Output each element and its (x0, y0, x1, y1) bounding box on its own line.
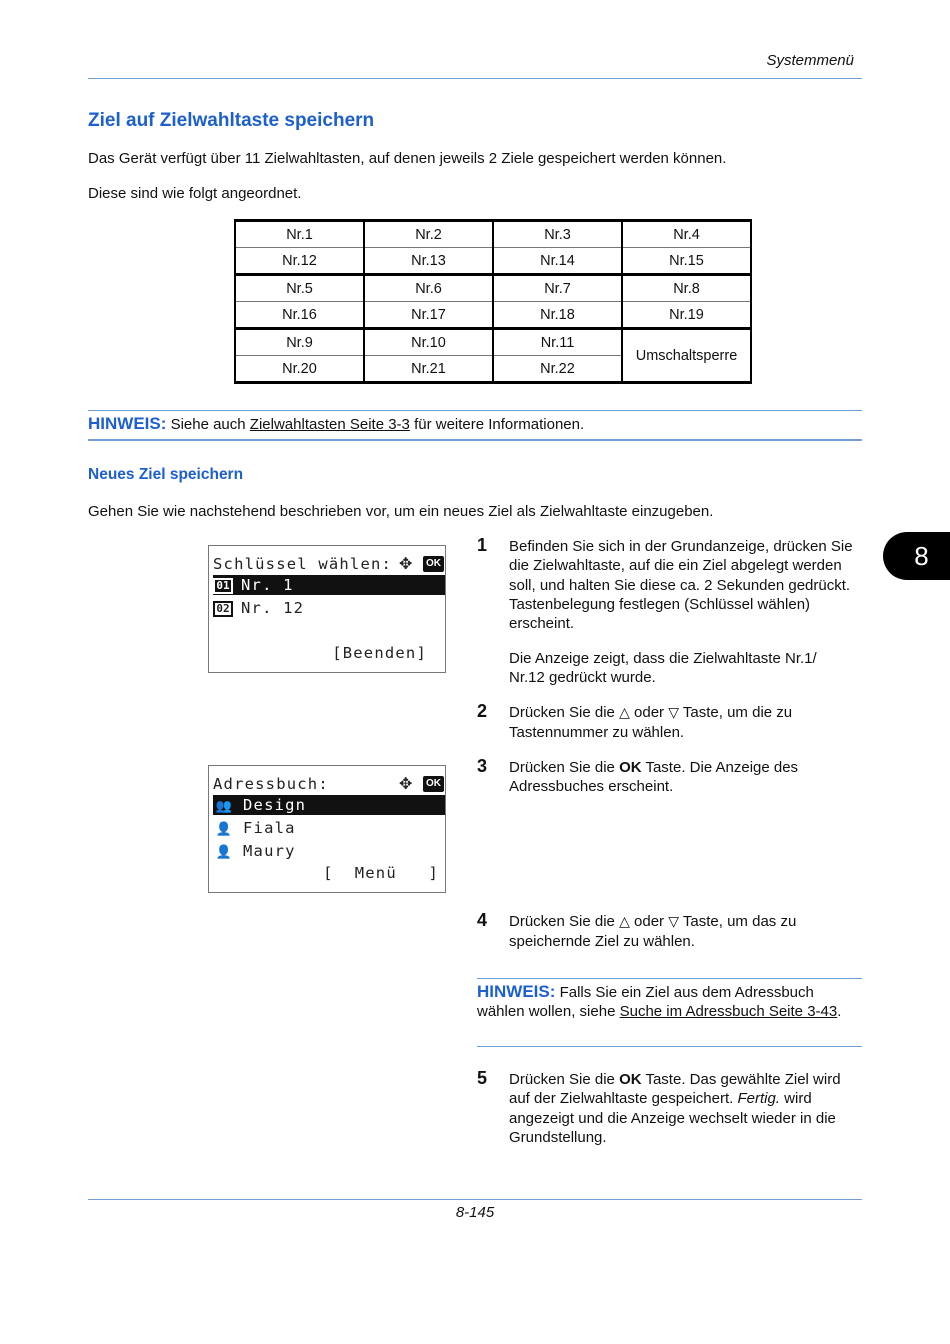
key-number-icon: 02 (213, 601, 233, 617)
table-cell: Nr.16 (235, 302, 364, 329)
step-number: 4 (477, 910, 488, 930)
note-2 (477, 982, 862, 1022)
table-cell: Nr.7 (493, 275, 622, 302)
table-cell: Nr.19 (622, 302, 751, 329)
list-item[interactable]: 👤 Maury (213, 841, 445, 861)
ok-key-label: OK (619, 759, 642, 776)
chapter-tab: 8 (883, 532, 950, 580)
note-text: Falls Sie ein Ziel aus dem Adressbuch wählen wollen, siehe (477, 984, 814, 1021)
table-cell: Nr.13 (364, 248, 493, 275)
lcd-screen-address-book (208, 765, 446, 893)
step-text: Drücken Sie die △ oder ▽ Taste, um das zu speichernde Ziel zu wählen. (509, 913, 797, 951)
step-number: 3 (477, 756, 488, 776)
ok-key-label: OK (619, 1071, 642, 1088)
note-rule-bottom (477, 1046, 862, 1047)
table-cell: Nr.10 (364, 329, 493, 356)
note-text: für weitere Informationen. (414, 416, 585, 433)
person-icon: 👤 (215, 822, 233, 837)
note-link[interactable]: Zielwahltasten Seite 3-3 (249, 416, 410, 433)
running-header: Systemmenü (766, 52, 854, 69)
group-icon: 👥 (215, 799, 233, 814)
step-number: 1 (477, 535, 488, 555)
table-cell: Nr.15 (622, 248, 751, 275)
note-link[interactable]: Suche im Adressbuch Seite 3-43 (619, 1003, 838, 1021)
table-cell: Nr.20 (235, 356, 364, 383)
table-cell: Nr.4 (622, 221, 751, 248)
header-rule (88, 78, 862, 79)
ok-key-icon: OK (423, 776, 444, 792)
four-way-arrow-icon: ✥ (399, 554, 414, 573)
down-triangle-icon: ▽ (668, 705, 679, 721)
table-row (235, 329, 751, 356)
table-cell: Nr.22 (493, 356, 622, 383)
table-cell: Nr.21 (364, 356, 493, 383)
step-text: Drücken Sie die OK Taste. Die Anzeige des Adressbuches erscheint. (509, 759, 799, 796)
table-row (235, 275, 751, 302)
table-cell: Nr.5 (235, 275, 364, 302)
four-way-arrow-icon: ✥ (399, 774, 414, 793)
table-row (235, 302, 751, 329)
step-text: Befinden Sie sich in der Grundanzeige, drücken Sie die Zielwahltaste, auf die ein Ziel abgelegt werden soll, und halten Sie diese ca. 2 Sekunden gedrückt. Tastenbelegung festlegen (Schlüssel wählen) erscheint. (509, 538, 853, 633)
step-number: 2 (477, 701, 488, 721)
table-row (235, 221, 751, 248)
table-cell: Nr.11 (493, 329, 622, 356)
note-text: Siehe auch (170, 416, 246, 433)
note-label: HINWEIS: (88, 414, 167, 433)
softkey-end[interactable]: [Beenden] (332, 644, 427, 662)
table-cell: Nr.3 (493, 221, 622, 248)
footer-rule (88, 1199, 862, 1200)
table-cell: Nr.17 (364, 302, 493, 329)
table-cell: Nr.18 (493, 302, 622, 329)
step-text-extra: Die Anzeige zeigt, dass die Zielwahltaste Nr.1/ Nr.12 gedrückt wurde. (509, 650, 817, 687)
list-item[interactable]: 01 Nr. 1 (213, 575, 445, 595)
table-row (235, 248, 751, 275)
screen-title: Schlüssel wählen: (213, 555, 393, 573)
screen-title: Adressbuch: (213, 775, 329, 793)
table-cell: Nr.1 (235, 221, 364, 248)
step-text: Drücken Sie die OK Taste. Das gewählte Ziel wird auf der Zielwahltaste gespeichert. Fertig. wird angezeigt und die Anzeige wechselt wieder in die Grundstellung. (509, 1071, 841, 1146)
status-message: Fertig. (737, 1090, 780, 1108)
note-label: HINWEIS: (477, 982, 556, 1001)
section-title: Ziel auf Zielwahltaste speichern (88, 110, 375, 131)
table-cell: Nr.12 (235, 248, 364, 275)
subsection-intro: Gehen Sie wie nachstehend beschrieben vor, um ein neues Ziel als Zielwahltaste einzugeben. (88, 503, 714, 520)
key-layout-table (234, 219, 752, 384)
up-triangle-icon: △ (619, 705, 630, 721)
lcd-screen-key-select (208, 545, 446, 673)
note-1 (88, 413, 584, 436)
intro-line-2: Diese sind wie folgt angeordnet. (88, 185, 302, 202)
page-number: 8-145 (455, 1204, 495, 1221)
ok-key-icon: OK (423, 556, 444, 572)
note-rule-top (477, 978, 862, 979)
key-number-icon: 01 (213, 578, 233, 594)
table-cell-merged: Umschaltsperre (622, 329, 751, 383)
table-cell: Nr.2 (364, 221, 493, 248)
up-triangle-icon: △ (619, 914, 630, 930)
list-item[interactable]: 👤 Fiala (213, 818, 445, 838)
table-cell: Nr.9 (235, 329, 364, 356)
person-icon: 👤 (215, 845, 233, 860)
down-triangle-icon: ▽ (668, 914, 679, 930)
note-text: . (837, 1003, 842, 1021)
table-cell: Nr.14 (493, 248, 622, 275)
list-item[interactable]: 02 Nr. 12 (213, 598, 445, 618)
note-rule-bottom (88, 439, 862, 441)
step-text: Drücken Sie die △ oder ▽ Taste, um die zu Tastennummer zu wählen. (509, 704, 793, 742)
softkey-menu[interactable]: [ Menü ] (323, 864, 439, 882)
list-item[interactable]: 👥 Design (213, 795, 445, 815)
subsection-title: Neues Ziel speichern (88, 466, 244, 483)
note-rule-top (88, 410, 862, 411)
table-cell: Nr.6 (364, 275, 493, 302)
intro-line-1: Das Gerät verfügt über 11 Zielwahltasten, auf denen jeweils 2 Ziele gespeichert werden können. (88, 150, 727, 167)
step-number: 5 (477, 1068, 488, 1088)
table-cell: Nr.8 (622, 275, 751, 302)
